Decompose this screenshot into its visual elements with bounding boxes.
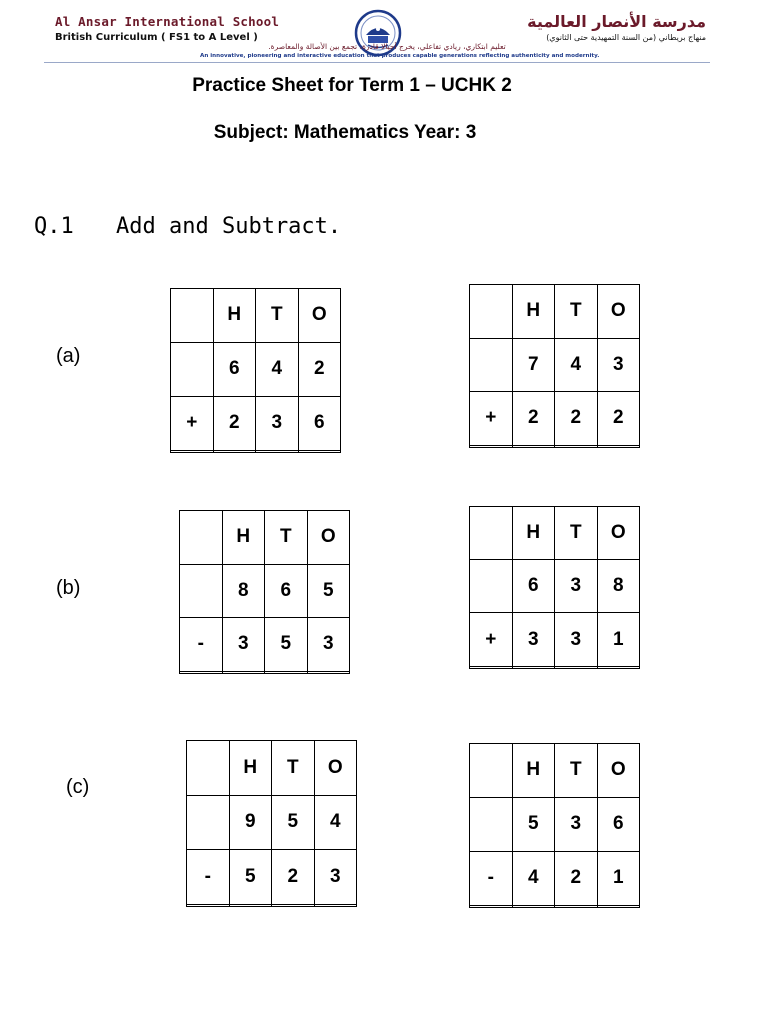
top-number-row [470,338,640,392]
digit-cell: 1 [597,851,640,905]
digit-cell: 8 [222,564,265,618]
top-number-row [171,342,341,396]
digit-cell: 2 [555,392,598,446]
digit-cell: 3 [307,618,350,672]
blank-cell [171,342,214,396]
operator-sign: + [470,613,513,666]
answer-cell[interactable] [265,671,308,673]
hto-grid [179,510,350,674]
place-value-header: T [555,744,598,798]
digit-cell: 3 [555,797,598,851]
subject-line: Subject: Mathematics Year: 3 [213,122,477,143]
digit-cell: 1 [597,613,640,666]
school-header-arabic [527,12,706,42]
top-number-row [470,560,640,613]
answer-cell[interactable] [307,671,350,673]
blank-cell [180,511,223,565]
digit-cell: 7 [512,338,555,392]
digit-cell: 4 [555,338,598,392]
digit-cell: 4 [314,795,357,850]
answer-cell[interactable] [555,445,598,447]
curriculum-english: British Curriculum ( FS1 to A Level ) [55,32,258,43]
digit-cell: 4 [256,342,299,396]
operator-sign: + [470,392,513,446]
answer-cell[interactable] [229,904,272,906]
place-value-header: H [222,511,265,565]
answer-cell[interactable] [555,905,598,907]
digit-cell: 6 [597,797,640,851]
digit-cell: 3 [222,618,265,672]
row-label-c: (c) [66,776,90,798]
digit-cell: 2 [272,850,315,905]
digit-cell: 3 [555,613,598,666]
operator-sign: + [171,396,214,450]
top-number-row [187,795,357,850]
digit-cell: 3 [314,850,357,905]
digit-cell: 2 [512,392,555,446]
school-name-english: Al Ansar International School [55,14,280,29]
place-value-header: H [512,507,555,560]
place-value-header: H [213,289,256,343]
bottom-number-row [470,392,640,446]
blank-cell [180,564,223,618]
blank-cell [470,905,513,907]
digit-cell: 3 [597,338,640,392]
hto-grid [469,506,640,669]
bottom-number-row [180,618,350,672]
blank-cell [470,507,513,560]
blank-cell [187,904,230,906]
school-name-arabic: مدرسة الأنصار العالمية [527,12,706,31]
place-value-header: O [314,741,357,796]
answer-cell[interactable] [298,450,341,452]
place-value-header: T [265,511,308,565]
answer-row [470,666,640,668]
place-value-header: T [272,741,315,796]
question-instruction: Add and Subtract. [116,214,342,239]
blank-cell [470,744,513,798]
header-divider [44,62,710,63]
place-value-header: O [597,744,640,798]
header-row [470,507,640,560]
answer-cell[interactable] [512,905,555,907]
digit-cell: 3 [555,560,598,613]
header-row [470,744,640,798]
digit-cell: 5 [265,618,308,672]
bottom-number-row [470,851,640,905]
answer-cell[interactable] [597,905,640,907]
hto-grid [170,288,341,453]
header-row [180,511,350,565]
digit-cell: 2 [597,392,640,446]
digit-cell: 5 [307,564,350,618]
operator-sign: - [470,851,513,905]
answer-row [187,904,357,906]
digit-cell: 3 [256,396,299,450]
digit-cell: 5 [229,850,272,905]
blank-cell [171,289,214,343]
blank-cell [470,560,513,613]
answer-cell[interactable] [512,666,555,668]
digit-cell: 2 [213,396,256,450]
hto-grid [469,284,640,448]
place-value-header: O [298,289,341,343]
digit-cell: 3 [512,613,555,666]
blank-cell [171,450,214,452]
answer-cell[interactable] [213,450,256,452]
digit-cell: 6 [213,342,256,396]
digit-cell: 6 [265,564,308,618]
place-value-header: O [307,511,350,565]
page-title: Practice Sheet for Term 1 – UCHK 2 [192,75,512,96]
header-row [470,285,640,339]
digit-cell: 4 [512,851,555,905]
hto-grid [186,740,357,907]
answer-cell[interactable] [272,904,315,906]
place-value-header: O [597,507,640,560]
blank-cell [470,338,513,392]
blank-cell [180,671,223,673]
digit-cell: 8 [597,560,640,613]
digit-cell: 5 [512,797,555,851]
place-value-header: T [555,285,598,339]
answer-cell[interactable] [597,666,640,668]
blank-cell [470,666,513,668]
answer-cell[interactable] [555,666,598,668]
place-value-header: T [555,507,598,560]
row-label-b: (b) [56,577,81,599]
blank-cell [187,741,230,796]
digit-cell: 6 [298,396,341,450]
school-motto-arabic: تعليم ابتكاري، ريادي تفاعلي، يخرج أجيالا قادرة، تجمع بين الأصالة والمعاصرة. [268,42,506,51]
answer-row [171,450,341,452]
blank-cell [470,797,513,851]
blank-cell [470,445,513,447]
answer-cell[interactable] [222,671,265,673]
answer-cell[interactable] [314,904,357,906]
header-row [187,741,357,796]
digit-cell: 9 [229,795,272,850]
bottom-number-row [470,613,640,666]
place-value-header: T [256,289,299,343]
bottom-number-row [187,850,357,905]
answer-row [180,671,350,673]
place-value-header: H [229,741,272,796]
question-number: Q.1 [34,214,74,239]
school-header-english [55,14,279,43]
answer-cell[interactable] [256,450,299,452]
answer-row [470,445,640,447]
top-number-row [470,797,640,851]
answer-row [470,905,640,907]
header-row [171,289,341,343]
digit-cell: 2 [298,342,341,396]
bottom-number-row [171,396,341,450]
question-heading [34,214,341,239]
answer-cell[interactable] [597,445,640,447]
row-label-a: (a) [56,345,81,367]
operator-sign: - [187,850,230,905]
place-value-header: H [512,285,555,339]
blank-cell [470,285,513,339]
place-value-header: H [512,744,555,798]
blank-cell [187,795,230,850]
curriculum-arabic: منهاج بريطاني (من السنة التمهيدية حتى الثانوي) [546,33,706,42]
hto-grid [469,743,640,908]
digit-cell: 5 [272,795,315,850]
operator-sign: - [180,618,223,672]
answer-cell[interactable] [512,445,555,447]
digit-cell: 6 [512,560,555,613]
digit-cell: 2 [555,851,598,905]
school-motto-english: An innovative, pioneering and interactive education that produces capable generations reflecting authenticity and modernity. [200,53,600,59]
top-number-row [180,564,350,618]
place-value-header: O [597,285,640,339]
